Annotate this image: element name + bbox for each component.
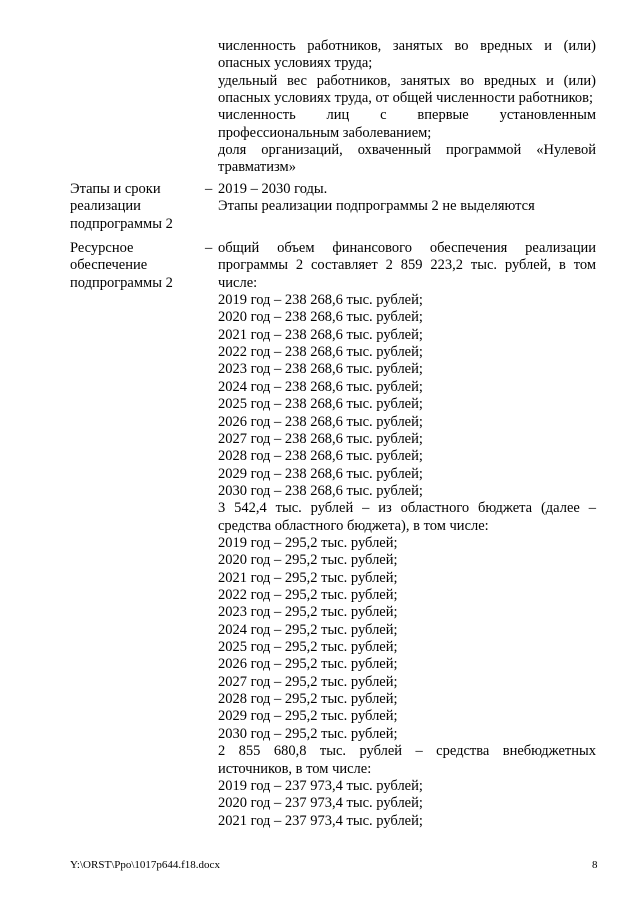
resources-intro-line: числе: bbox=[218, 274, 258, 291]
regional-intro-line: 3 542,4 тыс. рублей – из областного бюджета (далее – bbox=[218, 500, 596, 517]
regional-year-line: 2022 год – 295,2 тыс. рублей; bbox=[218, 587, 398, 603]
total-year-line: 2024 год – 238 268,6 тыс. рублей; bbox=[218, 378, 423, 395]
extra-intro-line: 2 855 680,8 тыс. рублей – средства внебюджетных bbox=[218, 743, 596, 760]
indicator-line: опасных условиях труда, от общей численности работников; bbox=[218, 90, 594, 107]
total-year-line: 2019 год – 238 268,6 тыс. рублей; bbox=[218, 292, 423, 309]
regional-year-line: 2030 год – 295,2 тыс. рублей; bbox=[218, 725, 398, 742]
regional-year-line: 2019 год – 295,2 тыс. рублей; bbox=[218, 534, 398, 551]
regional-year-line: 2027 год – 295,2 тыс. рублей; bbox=[218, 673, 398, 690]
indicator-line: профессиональным заболеванием; bbox=[218, 124, 432, 141]
regional-year-line: 2024 год – 295,2 тыс. рублей; bbox=[218, 621, 398, 638]
extra-intro-line: источников, в том числе: bbox=[218, 760, 372, 777]
indicator-line: удельный вес работников, занятых во вредных и (или) bbox=[218, 72, 596, 89]
regional-year-line: 2026 год – 295,2 тыс. рублей; bbox=[218, 656, 398, 673]
total-year-line: 2026 год – 238 268,6 тыс. рублей; bbox=[218, 413, 423, 430]
stages-label-line: реализации bbox=[70, 198, 141, 215]
indicator-line: численность работников, занятых во вредных и (или) bbox=[218, 38, 596, 54]
resources-dash: – bbox=[205, 240, 213, 256]
stages-dash: – bbox=[205, 181, 213, 197]
total-year-line: 2021 год – 238 268,6 тыс. рублей; bbox=[218, 326, 423, 343]
indicator-line: травматизм» bbox=[218, 159, 296, 176]
resources-intro-line: общий объем финансового обеспечения реализации bbox=[218, 240, 596, 256]
total-year-line: 2028 год – 238 268,6 тыс. рублей; bbox=[218, 448, 423, 465]
stages-line: Этапы реализации подпрограммы 2 не выделяются bbox=[218, 198, 535, 215]
total-year-line: 2027 год – 238 268,6 тыс. рублей; bbox=[218, 430, 423, 447]
regional-year-line: 2021 год – 295,2 тыс. рублей; bbox=[218, 569, 398, 586]
extra-year-line: 2021 год – 237 973,4 тыс. рублей; bbox=[218, 812, 423, 829]
resources-intro-line: программы 2 составляет 2 859 223,2 тыс. рублей, в том bbox=[218, 257, 596, 274]
resources-label-line: Ресурсное bbox=[70, 240, 134, 256]
total-year-line: 2030 год – 238 268,6 тыс. рублей; bbox=[218, 482, 423, 499]
extra-year-line: 2020 год – 237 973,4 тыс. рублей; bbox=[218, 795, 423, 812]
regional-intro-line: средства областного бюджета), в том числе: bbox=[218, 517, 489, 534]
footer-page-number: 8 bbox=[592, 859, 598, 871]
extra-year-line: 2019 год – 237 973,4 тыс. рублей; bbox=[218, 777, 423, 794]
indicator-line: опасных условиях труда; bbox=[218, 55, 373, 72]
stages-line: 2019 – 2030 годы. bbox=[218, 181, 328, 197]
regional-year-line: 2028 год – 295,2 тыс. рублей; bbox=[218, 691, 398, 708]
total-year-line: 2022 год – 238 268,6 тыс. рублей; bbox=[218, 344, 423, 361]
regional-year-line: 2025 год – 295,2 тыс. рублей; bbox=[218, 639, 398, 656]
resources-label-line: подпрограммы 2 bbox=[70, 274, 173, 291]
regional-year-line: 2020 год – 295,2 тыс. рублей; bbox=[218, 552, 398, 569]
indicator-line: численность лиц с впервые установленным bbox=[218, 107, 596, 124]
stages-label-line: подпрограммы 2 bbox=[70, 215, 173, 232]
total-year-line: 2025 год – 238 268,6 тыс. рублей; bbox=[218, 396, 423, 413]
indicator-line: доля организаций, охваченный программой «Нулевой bbox=[218, 142, 596, 159]
total-year-line: 2020 год – 238 268,6 тыс. рублей; bbox=[218, 309, 423, 326]
footer-file-path: Y:\ORST\Ppo\1017p644.f18.docx bbox=[70, 859, 220, 871]
regional-year-line: 2023 год – 295,2 тыс. рублей; bbox=[218, 604, 398, 621]
total-year-line: 2023 год – 238 268,6 тыс. рублей; bbox=[218, 361, 423, 378]
regional-year-line: 2029 год – 295,2 тыс. рублей; bbox=[218, 708, 398, 725]
stages-label-line: Этапы и сроки bbox=[70, 181, 161, 197]
resources-label-line: обеспечение bbox=[70, 257, 148, 274]
total-year-line: 2029 год – 238 268,6 тыс. рублей; bbox=[218, 465, 423, 482]
